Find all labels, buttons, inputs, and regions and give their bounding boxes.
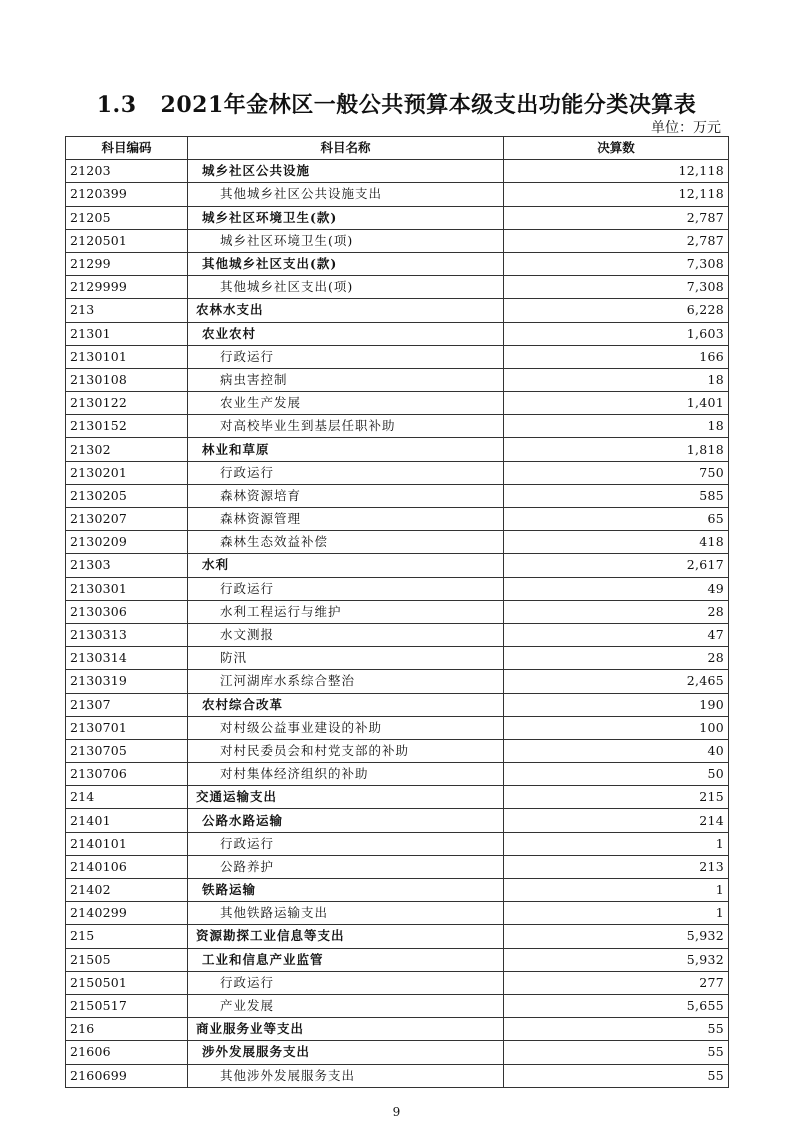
row-name: 行政运行 <box>188 345 504 368</box>
row-amount: 585 <box>504 484 729 507</box>
row-code: 21299 <box>66 252 188 275</box>
header-amount: 决算数 <box>504 137 729 160</box>
row-code: 214 <box>66 786 188 809</box>
row-code: 21205 <box>66 206 188 229</box>
table-row <box>66 322 729 345</box>
row-name: 行政运行 <box>188 461 504 484</box>
row-name: 水利工程运行与维护 <box>188 600 504 623</box>
row-name: 防汛 <box>188 647 504 670</box>
row-code: 2130701 <box>66 716 188 739</box>
row-name: 农村综合改革 <box>188 693 504 716</box>
table-row <box>66 438 729 461</box>
row-code: 215 <box>66 925 188 948</box>
table-row <box>66 832 729 855</box>
row-amount: 2,465 <box>504 670 729 693</box>
table-row <box>66 600 729 623</box>
row-amount: 5,932 <box>504 948 729 971</box>
title-text: 2021年金林区一般公共预算本级支出功能分类决算表 <box>160 92 697 118</box>
table-row <box>66 160 729 183</box>
row-name: 其他城乡社区公共设施支出 <box>188 183 504 206</box>
row-code: 2130313 <box>66 623 188 646</box>
table-row <box>66 252 729 275</box>
table-row <box>66 809 729 832</box>
table-row <box>66 925 729 948</box>
row-name: 其他城乡社区支出(项) <box>188 276 504 299</box>
table-row <box>66 276 729 299</box>
table-row <box>66 206 729 229</box>
row-name: 行政运行 <box>188 971 504 994</box>
table-row <box>66 531 729 554</box>
row-code: 2130706 <box>66 763 188 786</box>
row-amount: 1 <box>504 879 729 902</box>
row-name: 江河湖库水系综合整治 <box>188 670 504 693</box>
row-code: 21307 <box>66 693 188 716</box>
table-row <box>66 786 729 809</box>
row-name: 对村集体经济组织的补助 <box>188 763 504 786</box>
row-amount: 40 <box>504 739 729 762</box>
row-code: 21505 <box>66 948 188 971</box>
title-number: 1.3 <box>96 92 137 118</box>
row-code: 2130201 <box>66 461 188 484</box>
row-name: 资源勘探工业信息等支出 <box>188 925 504 948</box>
row-amount: 7,308 <box>504 252 729 275</box>
row-name: 铁路运输 <box>188 879 504 902</box>
row-name: 对村民委员会和村党支部的补助 <box>188 739 504 762</box>
row-amount: 215 <box>504 786 729 809</box>
row-name: 公路养护 <box>188 855 504 878</box>
table-body <box>66 160 729 1088</box>
row-name: 农业农村 <box>188 322 504 345</box>
row-code: 21302 <box>66 438 188 461</box>
row-amount: 190 <box>504 693 729 716</box>
table-row <box>66 508 729 531</box>
page-title <box>0 88 793 119</box>
row-amount: 418 <box>504 531 729 554</box>
row-code: 21606 <box>66 1041 188 1064</box>
row-amount: 50 <box>504 763 729 786</box>
row-amount: 100 <box>504 716 729 739</box>
row-code: 2140106 <box>66 855 188 878</box>
row-name: 其他城乡社区支出(款) <box>188 252 504 275</box>
table-row <box>66 345 729 368</box>
row-code: 2130122 <box>66 392 188 415</box>
row-code: 21301 <box>66 322 188 345</box>
row-code: 2130314 <box>66 647 188 670</box>
row-name: 病虫害控制 <box>188 368 504 391</box>
row-amount: 55 <box>504 1064 729 1087</box>
table-row <box>66 484 729 507</box>
row-amount: 12,118 <box>504 160 729 183</box>
row-name: 森林生态效益补偿 <box>188 531 504 554</box>
row-amount: 2,617 <box>504 554 729 577</box>
row-code: 2130108 <box>66 368 188 391</box>
row-name: 涉外发展服务支出 <box>188 1041 504 1064</box>
row-code: 2150517 <box>66 994 188 1017</box>
row-name: 对村级公益事业建设的补助 <box>188 716 504 739</box>
table-row <box>66 716 729 739</box>
row-code: 2120399 <box>66 183 188 206</box>
row-code: 2130319 <box>66 670 188 693</box>
row-name: 交通运输支出 <box>188 786 504 809</box>
table-row <box>66 577 729 600</box>
row-name: 对高校毕业生到基层任职补助 <box>188 415 504 438</box>
row-name: 农业生产发展 <box>188 392 504 415</box>
row-amount: 1,401 <box>504 392 729 415</box>
row-name: 工业和信息产业监管 <box>188 948 504 971</box>
table-row <box>66 554 729 577</box>
row-code: 2130705 <box>66 739 188 762</box>
row-code: 21303 <box>66 554 188 577</box>
row-code: 21402 <box>66 879 188 902</box>
row-name: 林业和草原 <box>188 438 504 461</box>
row-amount: 5,655 <box>504 994 729 1017</box>
row-code: 2130209 <box>66 531 188 554</box>
table-row <box>66 670 729 693</box>
budget-table <box>65 136 729 1088</box>
row-amount: 2,787 <box>504 206 729 229</box>
row-amount: 5,932 <box>504 925 729 948</box>
table-row <box>66 902 729 925</box>
header-name: 科目名称 <box>188 137 504 160</box>
table-row <box>66 461 729 484</box>
row-name: 森林资源培育 <box>188 484 504 507</box>
row-name: 其他铁路运输支出 <box>188 902 504 925</box>
table-row <box>66 879 729 902</box>
row-amount: 1 <box>504 902 729 925</box>
row-amount: 47 <box>504 623 729 646</box>
row-code: 2130301 <box>66 577 188 600</box>
table-row <box>66 1064 729 1087</box>
row-name: 其他涉外发展服务支出 <box>188 1064 504 1087</box>
row-code: 21203 <box>66 160 188 183</box>
row-amount: 213 <box>504 855 729 878</box>
row-code: 216 <box>66 1018 188 1041</box>
row-amount: 49 <box>504 577 729 600</box>
row-amount: 1,603 <box>504 322 729 345</box>
row-code: 2140101 <box>66 832 188 855</box>
row-name: 森林资源管理 <box>188 508 504 531</box>
row-amount: 750 <box>504 461 729 484</box>
row-amount: 12,118 <box>504 183 729 206</box>
table-row <box>66 971 729 994</box>
table-row <box>66 1018 729 1041</box>
table-row <box>66 415 729 438</box>
page-number: 9 <box>392 1105 401 1119</box>
row-amount: 28 <box>504 600 729 623</box>
table-row <box>66 623 729 646</box>
row-code: 21401 <box>66 809 188 832</box>
table-row <box>66 368 729 391</box>
row-amount: 28 <box>504 647 729 670</box>
row-amount: 55 <box>504 1041 729 1064</box>
row-amount: 214 <box>504 809 729 832</box>
table-row <box>66 1041 729 1064</box>
row-code: 2130205 <box>66 484 188 507</box>
row-name: 行政运行 <box>188 832 504 855</box>
table-row <box>66 229 729 252</box>
row-code: 2140299 <box>66 902 188 925</box>
row-name: 水利 <box>188 554 504 577</box>
row-code: 2160699 <box>66 1064 188 1087</box>
row-amount: 55 <box>504 1018 729 1041</box>
table-row <box>66 948 729 971</box>
row-code: 2129999 <box>66 276 188 299</box>
row-code: 2130101 <box>66 345 188 368</box>
table-row <box>66 739 729 762</box>
header-code: 科目编码 <box>66 137 188 160</box>
row-amount: 277 <box>504 971 729 994</box>
table-row <box>66 855 729 878</box>
row-amount: 65 <box>504 508 729 531</box>
table-row <box>66 299 729 322</box>
row-name: 城乡社区公共设施 <box>188 160 504 183</box>
row-name: 农林水支出 <box>188 299 504 322</box>
row-amount: 6,228 <box>504 299 729 322</box>
unit-label: 单位：万元 <box>651 120 721 136</box>
row-amount: 7,308 <box>504 276 729 299</box>
row-name: 行政运行 <box>188 577 504 600</box>
table-row <box>66 647 729 670</box>
table-header-row <box>66 137 729 160</box>
row-code: 2130207 <box>66 508 188 531</box>
row-name: 商业服务业等支出 <box>188 1018 504 1041</box>
row-name: 产业发展 <box>188 994 504 1017</box>
row-code: 2150501 <box>66 971 188 994</box>
table-row <box>66 994 729 1017</box>
table-row <box>66 693 729 716</box>
table-row <box>66 183 729 206</box>
row-code: 2120501 <box>66 229 188 252</box>
row-amount: 1 <box>504 832 729 855</box>
row-name: 城乡社区环境卫生(款) <box>188 206 504 229</box>
row-amount: 2,787 <box>504 229 729 252</box>
row-code: 2130306 <box>66 600 188 623</box>
row-name: 城乡社区环境卫生(项) <box>188 229 504 252</box>
row-amount: 18 <box>504 415 729 438</box>
row-amount: 18 <box>504 368 729 391</box>
row-code: 2130152 <box>66 415 188 438</box>
row-name: 水文测报 <box>188 623 504 646</box>
row-code: 213 <box>66 299 188 322</box>
table-row <box>66 763 729 786</box>
table-row <box>66 392 729 415</box>
row-name: 公路水路运输 <box>188 809 504 832</box>
row-amount: 1,818 <box>504 438 729 461</box>
row-amount: 166 <box>504 345 729 368</box>
